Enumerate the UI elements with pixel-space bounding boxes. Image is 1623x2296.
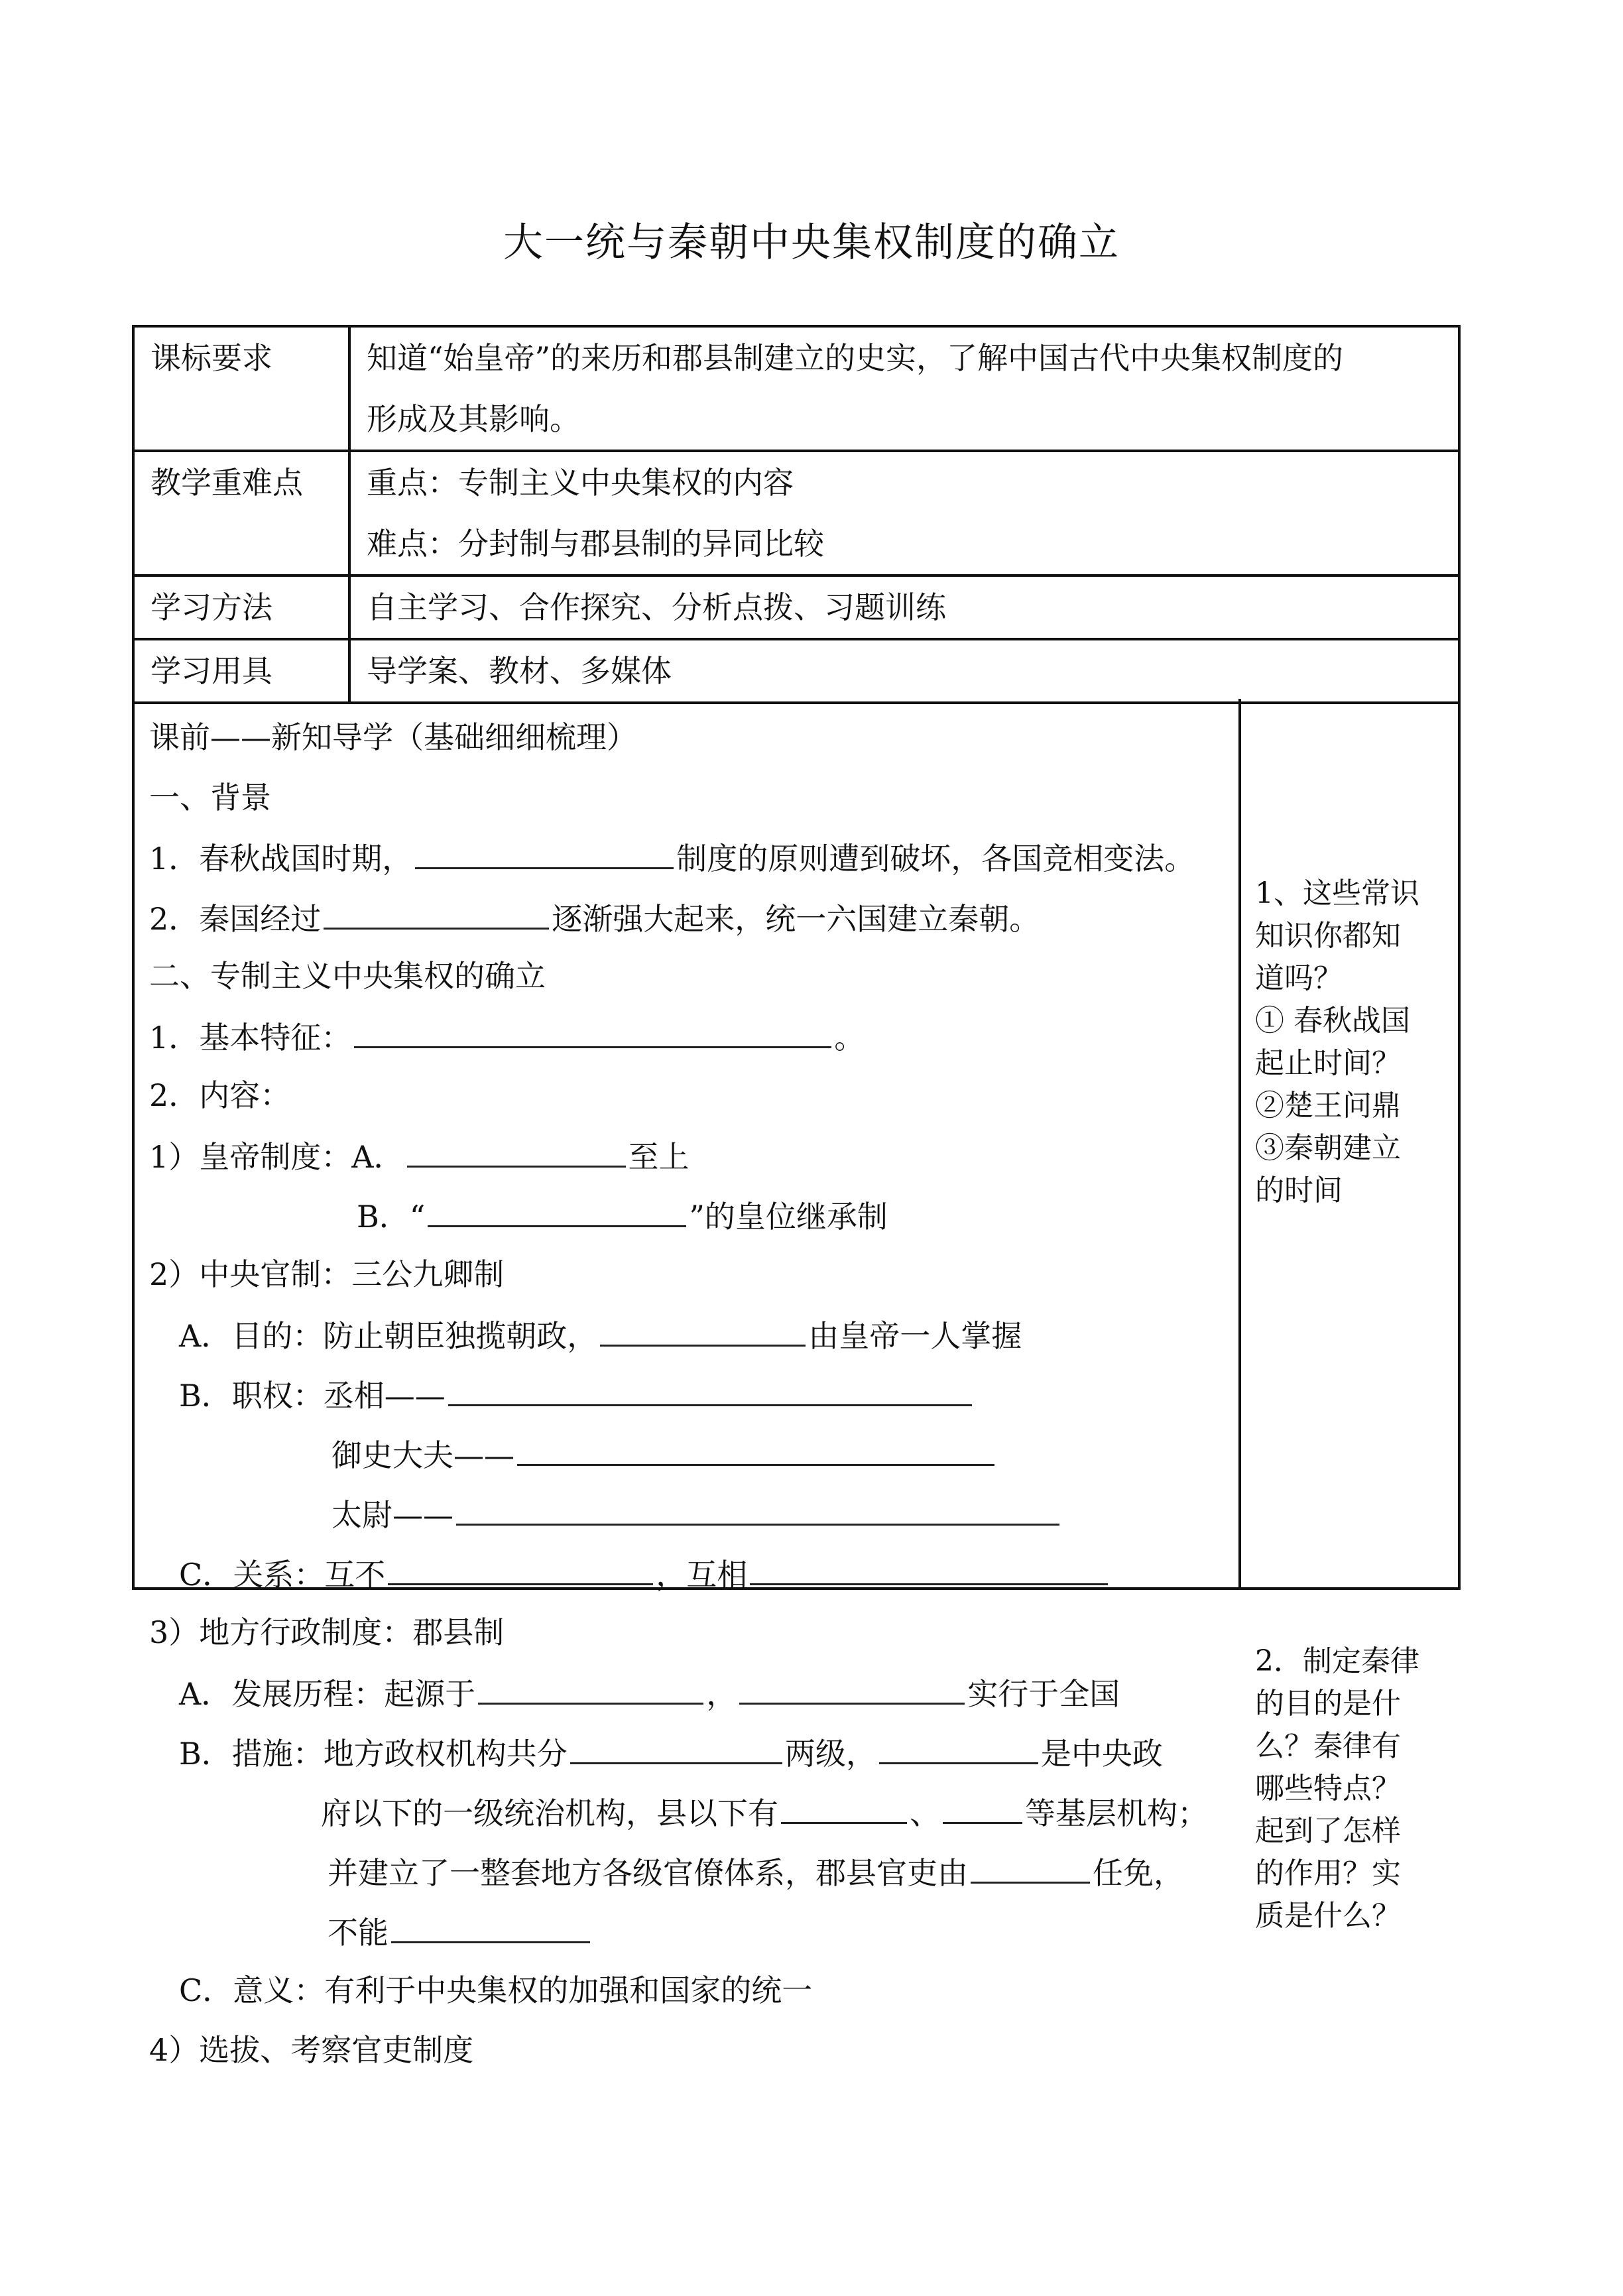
row-content — [349, 639, 1459, 703]
text-line: 自主学习、合作探究、分析点拨、习题训练 — [367, 589, 946, 625]
text-line: 导学案、教材、多媒体 — [367, 653, 672, 689]
answer-blank[interactable] — [971, 1851, 1090, 1884]
page-title: 大一统与秦朝中央集权制度的确立 — [503, 219, 1120, 266]
answer-blank[interactable] — [456, 1493, 1059, 1526]
question-line: C．关系：互不 ，互相 — [179, 1553, 1111, 1595]
sidebar-note-2 — [1255, 1640, 1454, 1937]
row-study-tools — [133, 639, 1459, 703]
question-line: 御史大夫—— — [331, 1433, 997, 1475]
info-table — [132, 325, 1461, 704]
row-label: 课标要求 — [133, 326, 349, 451]
text-line: 3）地方行政制度：郡县制 — [149, 1614, 505, 1650]
section-heading: 课前——新知导学（基础细细梳理） — [149, 719, 637, 755]
sidebar-note-1 — [1255, 873, 1454, 1212]
answer-blank[interactable] — [879, 1732, 1038, 1764]
note-line: ③秦朝建立 — [1255, 1131, 1401, 1165]
row-curriculum-standard — [133, 326, 1459, 451]
text-line: C．意义：有利于中央集权的加强和国家的统一 — [179, 1972, 813, 2008]
note-line: ① 春秋战国 — [1255, 1004, 1410, 1038]
row-content — [349, 451, 1459, 575]
note-line: 起止时间？ — [1255, 1046, 1401, 1080]
row-key-points — [133, 451, 1459, 575]
note-line: 的时间 — [1255, 1174, 1343, 1207]
question-line: B．职权：丞相—— — [179, 1374, 975, 1416]
answer-blank[interactable] — [448, 1374, 972, 1406]
answer-blank[interactable] — [391, 1911, 590, 1943]
question-line: 府以下的一级统治机构，县以下有 、 等基层机构； — [321, 1791, 1208, 1833]
text-line: 难点：分封制与郡县制的异同比较 — [367, 526, 824, 562]
text-line: 知道“始皇帝”的来历和郡县制建立的史实，了解中国古代中央集权制度的 — [367, 340, 1344, 376]
answer-blank[interactable] — [388, 1553, 653, 1585]
question-line: 不能 — [328, 1911, 593, 1953]
text-line: 2）中央官制：三公九卿制 — [149, 1256, 505, 1292]
question-line: 1）皇帝制度：A． 至上 — [149, 1135, 690, 1177]
note-line: 的作用？实 — [1255, 1856, 1401, 1890]
note-line: 么？秦律有 — [1255, 1729, 1401, 1763]
note-line: 2．制定秦律 — [1255, 1644, 1419, 1678]
answer-blank[interactable] — [570, 1732, 782, 1764]
answer-blank[interactable] — [781, 1791, 907, 1824]
text-line: 重点：专制主义中央集权的内容 — [367, 465, 794, 501]
note-line: 哪些特点？ — [1255, 1772, 1401, 1805]
question-line: B．“ ”的皇位继承制 — [357, 1195, 888, 1237]
row-content — [349, 326, 1459, 451]
section-title: 二、专制主义中央集权的确立 — [149, 958, 546, 994]
note-line: 质是什么？ — [1255, 1899, 1401, 1933]
text-line: 形成及其影响。 — [367, 401, 580, 437]
answer-blank[interactable] — [324, 897, 549, 930]
column-divider — [1238, 699, 1241, 1587]
question-line: 2．秦国经过 逐渐强大起来，统一六国建立秦朝。 — [149, 897, 1040, 939]
section-title: 一、背景 — [149, 780, 271, 816]
answer-blank[interactable] — [354, 1016, 831, 1048]
answer-blank[interactable] — [600, 1314, 806, 1347]
row-label: 教学重难点 — [133, 451, 349, 575]
text-line: 2．内容： — [149, 1077, 291, 1113]
note-line: 道吗？ — [1255, 961, 1343, 995]
answer-blank[interactable] — [478, 1672, 703, 1705]
note-line: 1、这些常识 — [1255, 876, 1419, 910]
answer-blank[interactable] — [415, 837, 674, 869]
row-content — [349, 575, 1459, 639]
note-line: 的目的是什 — [1255, 1687, 1401, 1721]
question-line: 太尉—— — [331, 1493, 1062, 1535]
question-line: 1．基本特征： 。 — [149, 1016, 865, 1057]
question-line: A．目的：防止朝臣独揽朝政， 由皇帝一人掌握 — [179, 1314, 1022, 1356]
question-line: 并建立了一整套地方各级官僚体系，郡县官吏由 任免， — [328, 1851, 1184, 1893]
answer-blank[interactable] — [943, 1791, 1022, 1824]
question-line: B．措施：地方政权机构共分 两级， 是中央政 — [179, 1732, 1163, 1774]
note-line: ②楚王问鼎 — [1255, 1089, 1401, 1122]
answer-blank[interactable] — [407, 1135, 626, 1168]
note-line: 起到了怎样 — [1255, 1814, 1401, 1848]
question-line: 1．春秋战国时期， 制度的原则遭到破坏，各国竞相变法。 — [149, 837, 1195, 878]
row-label: 学习方法 — [133, 575, 349, 639]
row-study-method — [133, 575, 1459, 639]
note-line: 知识你都知 — [1255, 919, 1401, 953]
question-line: A．发展历程：起源于 ， 实行于全国 — [179, 1672, 1120, 1714]
text-line: 4）选拔、考察官吏制度 — [149, 2032, 474, 2068]
answer-blank[interactable] — [739, 1672, 965, 1705]
row-label: 学习用具 — [133, 639, 349, 703]
answer-blank[interactable] — [750, 1553, 1108, 1585]
answer-blank[interactable] — [517, 1433, 994, 1466]
answer-blank[interactable] — [428, 1195, 686, 1227]
